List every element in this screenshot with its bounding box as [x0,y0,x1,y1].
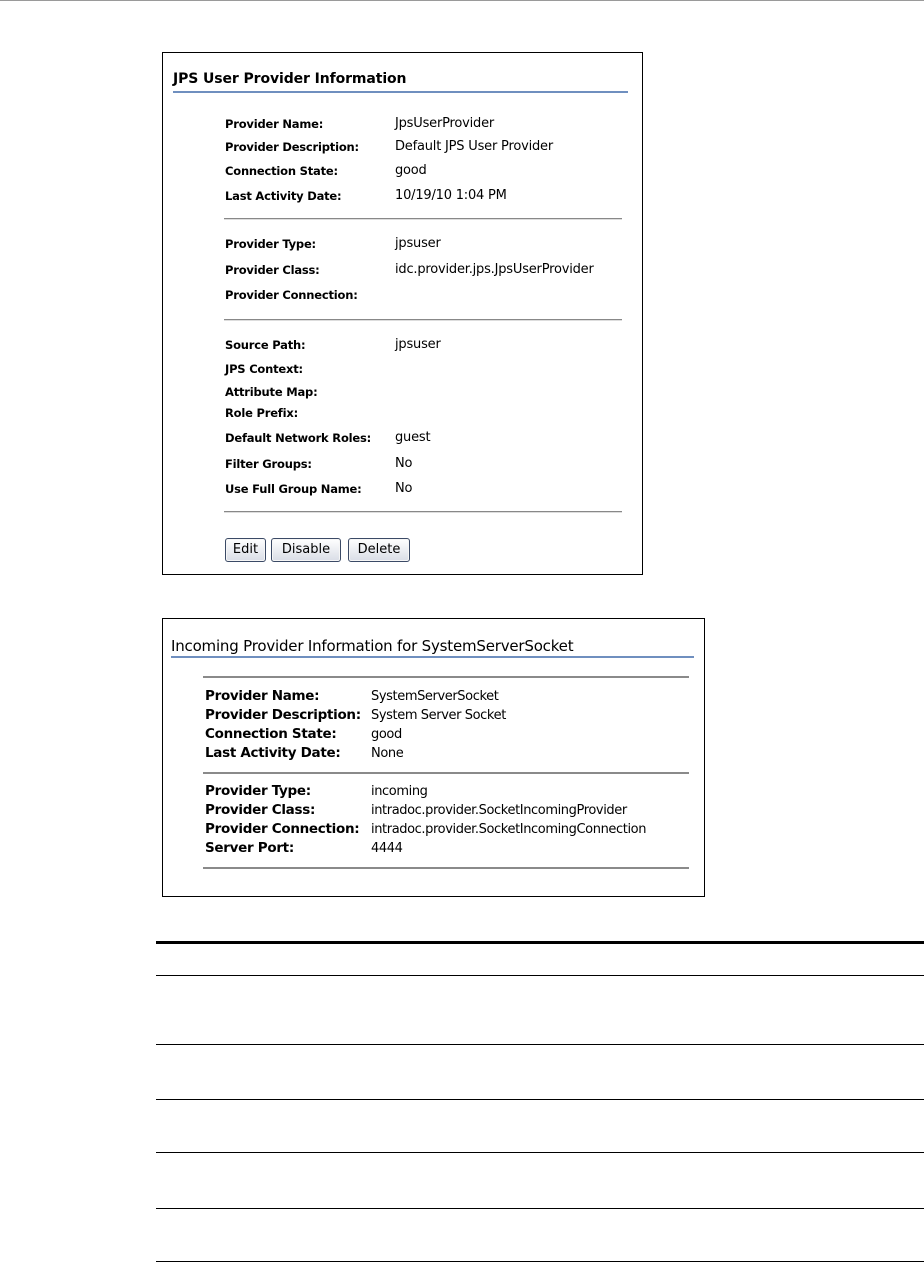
field-value: good [371,727,402,742]
field-label: Provider Connection: [225,288,358,302]
field-label: Filter Groups: [225,457,312,471]
table-bottom-rule [156,1261,924,1262]
field-value: good [395,163,427,178]
field-value: SystemServerSocket [371,689,499,704]
field-value: guest [395,430,431,445]
page-top-rule [0,0,924,1]
field-label: JPS Context: [225,362,303,376]
jps-panel-title: JPS User Provider Information [173,71,407,87]
field-value: incoming [371,784,428,799]
field-value: jpsuser [395,337,441,352]
section-divider [203,867,689,869]
table-row-rule [156,1044,924,1045]
field-label: Provider Connection: [205,821,360,837]
table-top-rule [156,941,924,944]
disable-button[interactable]: Disable [271,538,341,562]
field-label: Provider Class: [205,802,316,818]
field-label: Provider Type: [205,783,311,799]
field-value: 10/19/10 1:04 PM [395,188,507,203]
field-label: Provider Description: [225,140,359,154]
field-value: Default JPS User Provider [395,139,553,154]
field-value: System Server Socket [371,708,506,723]
incoming-title-divider [171,656,694,658]
field-label: Connection State: [205,726,337,742]
field-value: No [395,481,413,496]
field-label: Provider Description: [205,707,361,723]
field-value: intradoc.provider.SocketIncomingConnection [371,822,647,837]
section-divider [203,772,689,774]
table-row-rule [156,1099,924,1100]
section-divider [203,676,689,678]
field-value: JpsUserProvider [395,116,495,131]
field-value: No [395,456,413,471]
incoming-panel-title: Incoming Provider Information for SystemServerSocket [171,637,574,655]
field-label: Provider Class: [225,263,320,277]
section-divider [224,511,622,513]
field-value: intradoc.provider.SocketIncomingProvider [371,803,627,818]
delete-button[interactable]: Delete [348,538,410,562]
field-value: 4444 [371,841,403,856]
field-value: None [371,746,404,761]
edit-button[interactable]: Edit [225,538,266,562]
field-label: Provider Name: [205,688,320,704]
field-label: Provider Type: [225,237,316,251]
field-label: Provider Name: [225,117,324,131]
table-row-rule [156,1208,924,1209]
field-label: Last Activity Date: [205,745,341,761]
field-label: Server Port: [205,840,294,856]
field-label: Source Path: [225,338,306,352]
section-divider [224,319,622,321]
field-value: jpsuser [395,236,441,251]
field-label: Attribute Map: [225,385,318,399]
field-label: Default Network Roles: [225,431,372,445]
field-label: Role Prefix: [225,406,298,420]
field-label: Use Full Group Name: [225,482,362,496]
table-row-rule [156,1152,924,1153]
incoming-provider-panel [162,618,705,897]
table-header-rule [156,975,924,976]
field-value: idc.provider.jps.JpsUserProvider [395,262,594,277]
jps-title-divider [173,91,628,93]
field-label: Last Activity Date: [225,189,342,203]
field-label: Connection State: [225,164,338,178]
section-divider [224,218,622,220]
jps-user-provider-panel [162,52,643,575]
